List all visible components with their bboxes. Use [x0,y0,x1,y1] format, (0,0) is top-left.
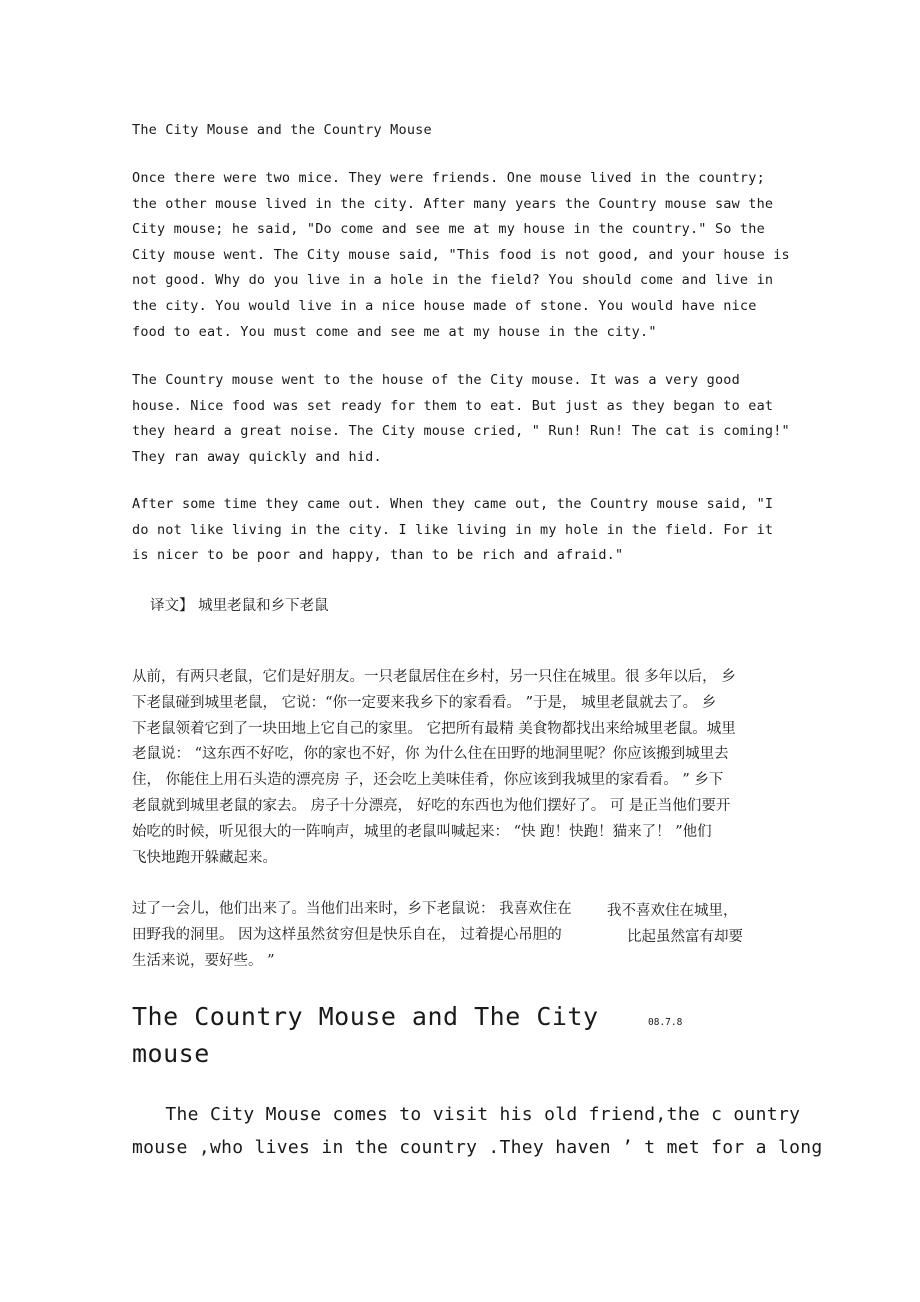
text-line: 下老鼠领着它到了一块田地上它自己的家里。 它把所有最精 美食物都找出来给城里老鼠。城里 [132,720,736,737]
text-line: They ran away quickly and hid. [132,448,382,465]
text-line: The City Mouse comes to visit his old friend,the c ountry [132,1104,801,1125]
text-line: 老鼠就到城里老鼠的家去。 房子十分漂亮， 好吃的东西也为他们摆好了。 可 是正当他们要开 [132,797,731,814]
text-line: 田野我的洞里。 因为这样虽然贫穷但是快乐自在， 过着提心吊胆的 [132,926,562,943]
english-paragraph-1 [132,166,792,345]
title-line: mouse [132,1039,210,1068]
text-line: they heard a great noise. The City mouse cried, " Run! Run! The cat is coming!" [132,423,790,440]
translation-side-fragment: 我不喜欢住在城里， [607,903,738,919]
text-line: food to eat. You must come and see me at my house in the city." [132,323,657,340]
english-paragraph-2 [132,368,792,470]
text-line: 过了一会儿，他们出来了。当他们出来时，乡下老鼠说： 我喜欢住在 [132,901,572,917]
english-paragraph-3 [132,492,792,569]
text-line: 下老鼠碰到城里老鼠， 它说：“你一定要来我乡下的家看看。 ”于是， 城里老鼠就去了。 乡 [132,694,717,711]
text-line: 飞快地跑开躲藏起来。 [132,849,277,866]
title-line: The Country Mouse and The City [132,1002,599,1031]
text-line: 老鼠说： “这东西不好吃，你的家也不好，你 为什么住在田野的地洞里呢？你应该搬到城里去 [132,746,729,763]
text-line: not good. Why do you live in a hole in the field? You should come and live in [132,272,774,289]
text-line: do not like living in the city. I like living in my hole in the field. For it [132,521,774,538]
text-line: house. Nice food was set ready for them to eat. But just as they began to eat [132,397,774,414]
second-story-title [132,998,599,1072]
text-line: mouse ,who lives in the country .They haven ’ t met for a long [132,1137,823,1158]
translation-paragraph-1 [132,665,792,871]
second-story-body [132,1098,832,1164]
text-line: City mouse; he said, "Do come and see me at my house in the country." So the [132,221,765,238]
text-line: the city. You would live in a nice house made of stone. You would have nice [132,297,757,314]
text-line: The Country mouse went to the house of the City mouse. It was a very good [132,372,740,388]
text-line: 从前，有两只老鼠，它们是好朋友。一只老鼠居住在乡村，另一只住在城里。很 多年以后， 乡 [132,669,736,685]
translation-side-fragment: 比起虽然富有却要 [627,929,743,945]
text-line: After some time they came out. When they came out, the Country mouse said, "I [132,496,774,512]
text-line: City mouse went. The City mouse said, "This food is not good, and your house is [132,246,790,263]
english-story-title: The City Mouse and the Country Mouse [132,122,432,138]
text-line: 始吃的时候，听见很大的一阵响声，城里的老鼠叫喊起来： “快 跑！快跑！猫来了！ ”他们 [132,823,712,840]
text-line: Once there were two mice. They were friends. One mouse lived in the country; [132,170,765,186]
date-label: 08.7.8 [648,1017,683,1028]
translation-heading: 译文】 城里老鼠和乡下老鼠 [150,598,329,614]
text-line: 生活来说，要好些。 ” [132,952,275,969]
text-line: 住， 你能住上用石头造的漂亮房 子，还会吃上美味佳肴，你应该到我城里的家看看。 ” 乡下 [132,772,724,789]
text-line: the other mouse lived in the city. After many years the Country mouse saw the [132,195,774,212]
text-line: is nicer to be poor and happy, than to be rich and afraid." [132,547,624,564]
